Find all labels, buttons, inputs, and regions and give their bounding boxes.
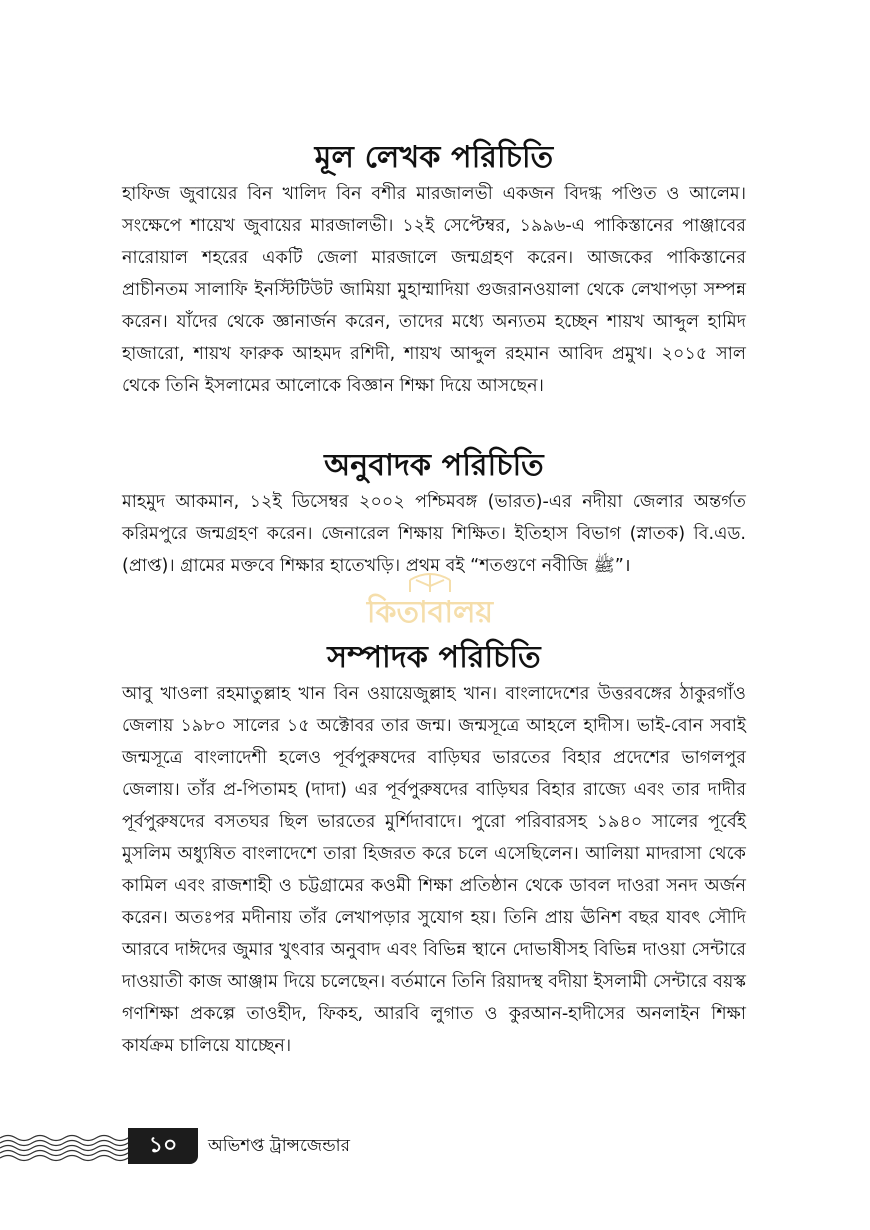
book-title: অভিশপ্ত ট্রান্সজেন্ডার — [208, 1136, 350, 1156]
editor-bio: আবু খাওলা রহমাতুল্লাহ খান বিন ওয়ায়েজুল্লাহ খান। বাংলাদেশের উত্তরবঙ্গের ঠাকুরগাঁও জেলায় ১৯৮০ সালের ১৫ অক্টোবর তার জন্ম। জন্মসূত্রে আহলে হাদীস। ভাই-বোন সবাই জন্মসূত্রে বাংলাদেশী হলেও পূর্বপুরুষদের বাড়িঘর ভারতের বিহার প্রদেশের ভাগলপুর জেলায়। তাঁর প্র-পিতামহ (দাদা) এর পূর্বপুরুষদের বাড়িঘর বিহার রাজ্যে এবং তার দাদীর পূর্বপুরুষদের বসতঘর ছিল ভারতের মুর্শিদাবাদে। পুরো পরিবারসহ ১৯৪০ সালের পূর্বেই মুসলিম অধ্যুষিত বাংলাদেশে তারা হিজরত করে চলে এসেছিলেন। আলিয়া মাদরাসা থেকে কামিল এবং রাজশাহী ও চট্টগ্রামের কওমী শিক্ষা প্রতিষ্ঠান থেকে ডাবল দাওরা সনদ অর্জন করেন। অতঃপর মদীনায় তাঁর লেখাপড়ার সুযোগ হয়। তিনি প্রায় ঊনিশ বছর যাবৎ সৌদি আরবে দাঈদের জুমার খুৎবার অনুবাদ এবং বিভিন্ন স্থানে দোভাষীসহ বিভিন্ন দাওয়া সেন্টারে দাওয়াতী কাজ আঞ্জাম দিয়ে চলেছেন। বর্তমানে তিনি রিয়াদস্থ বদীয়া ইসলামী সেন্টারে বয়স্ক গণশিক্ষা প্রকল্পে তাওহীদ, ফিকহ, আরবি লুগাত ও কুরআন-হাদীসের অনলাইন শিক্ষা কার্যক্রম চালিয়ে যাচ্ছেন। — [122, 684, 746, 1056]
page-number: ১০ — [128, 1128, 198, 1164]
author-heading: মূল লেখক পরিচিতি — [314, 140, 554, 175]
author-bio: হাফিজ জুবায়ের বিন খালিদ বিন বশীর মারজালভী একজন বিদগ্ধ পণ্ডিত ও আলেম। সংক্ষেপে শায়েখ জুবায়ের মারজালভী। ১২ই সেপ্টেম্বর, ১৯৯৬-এ পাকিস্তানের পাঞ্জাবের নারোয়াল শহরের একটি জেলা মারজালে জন্মগ্রহণ করেন। আজকের পাকিস্তানের প্রাচীনতম সালাফি ইনস্টিটিউট জামিয়া মুহাম্মাদিয়া গুজরানওয়ালা থেকে লেখাপড়া সম্পন্ন করেন। যাঁদের থেকে জ্ঞানার্জন করেন, তাদের মধ্যে অন্যতম হচ্ছেন শায়খ আব্দুল হামিদ হাজারো, শায়খ ফারুক আহমদ রশিদী, শায়খ আব্দুল রহমান আবিদ প্রমুখ। ২০১৫ সাল থেকে তিনি ইসলামের আলোকে বিজ্ঞান শিক্ষা দিয়ে আসছেন। — [122, 184, 746, 396]
translator-section — [122, 446, 746, 582]
editor-section — [122, 638, 746, 1062]
editor-heading: সম্পাদক পরিচিতি — [327, 640, 541, 675]
translator-heading: অনুবাদক পরিচিতি — [324, 448, 544, 483]
wave-ornament-icon — [0, 1124, 140, 1168]
author-section — [122, 138, 746, 402]
watermark-text: কিতাবালয় — [366, 595, 494, 630]
page-footer — [0, 1118, 870, 1178]
translator-bio: মাহমুদ আকমান, ১২ই ডিসেম্বর ২০০২ পশ্চিমবঙ্গ (ভারত)-এর নদীয়া জেলার অন্তর্গত করিমপুরে জন্মগ্রহণ করেন। জেনারেল শিক্ষায় শিক্ষিত। ইতিহাস বিভাগ (স্নাতক) বি.এড. (প্রাপ্ত)। গ্রামের মক্তবে শিক্ষার হাতেখড়ি। প্রথম বই “শতগুণে নবীজি ﷺ”। — [122, 492, 746, 576]
